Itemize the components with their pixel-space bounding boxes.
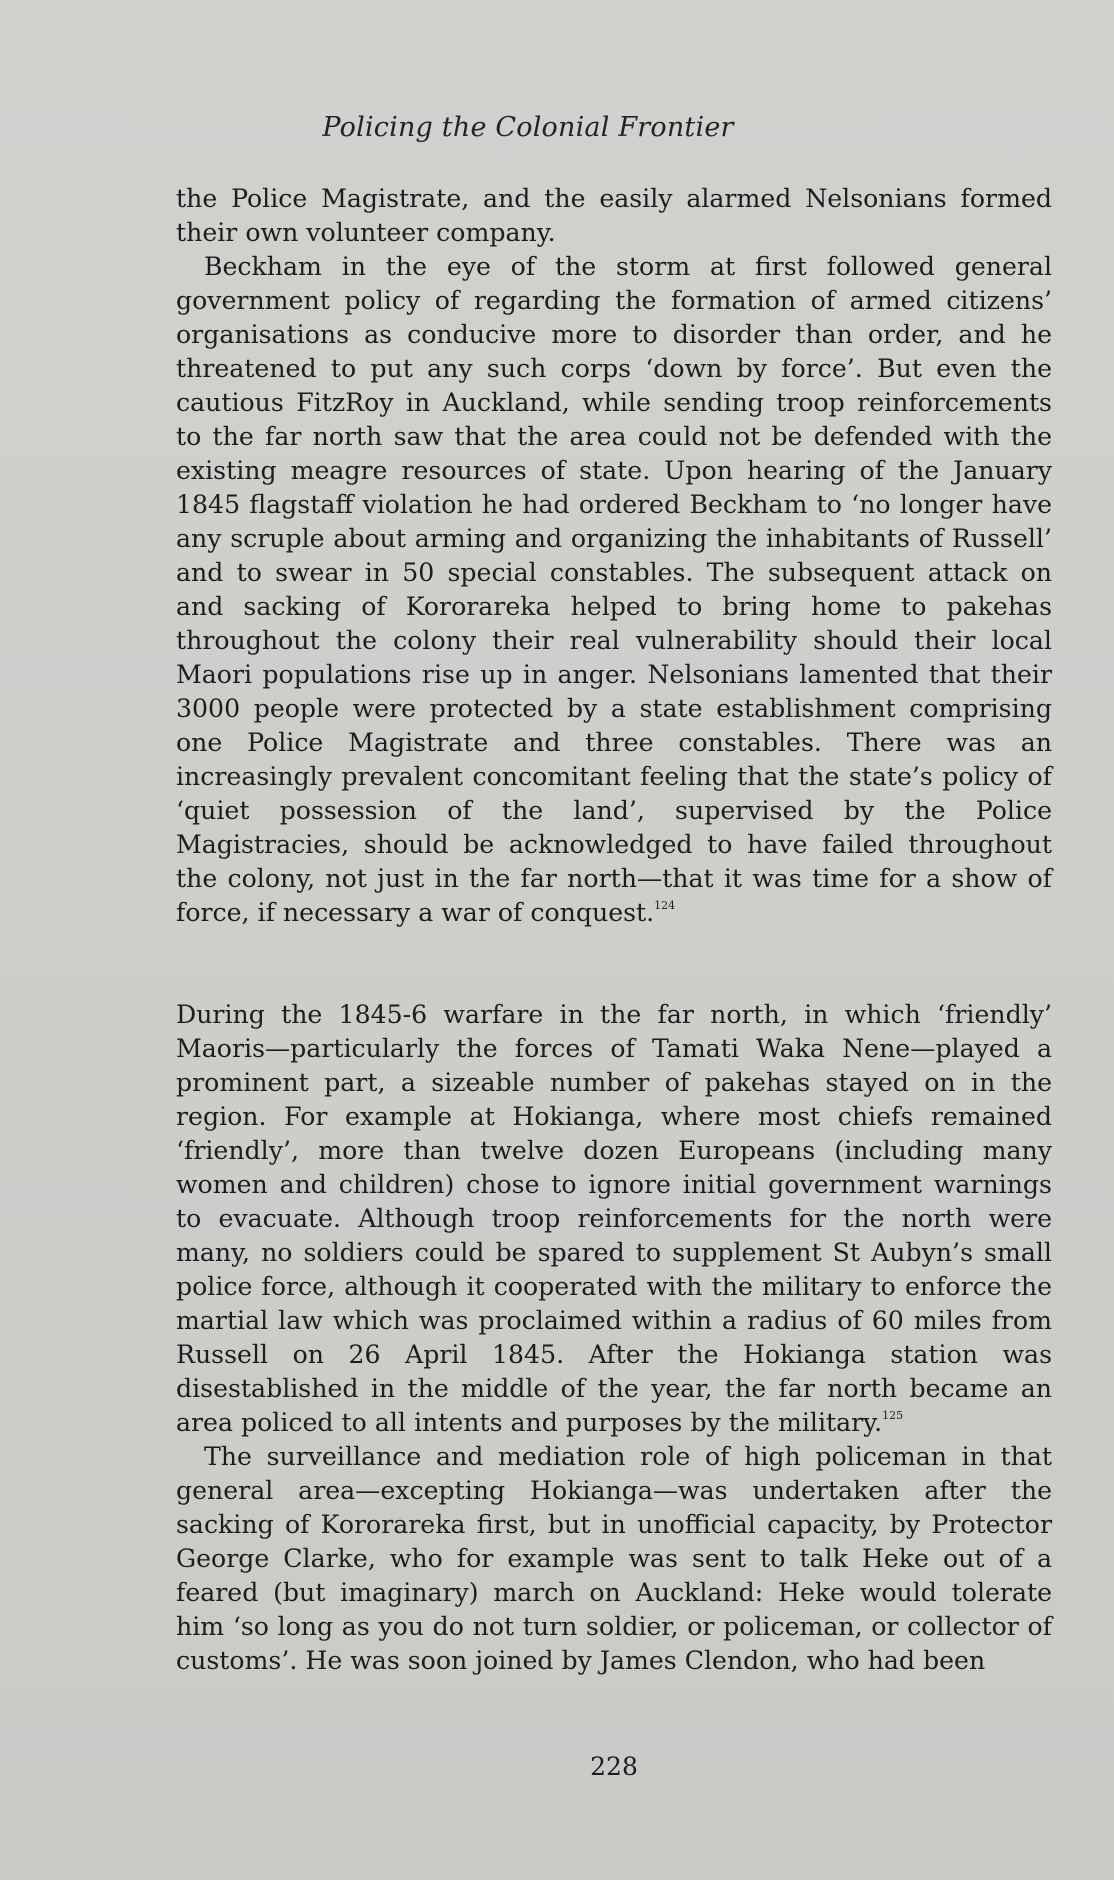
paragraph-1-text: the Police Magistrate, and the easily alarmed Nelsonians formed their own volunteer company. [176, 184, 1052, 247]
paragraph-2-text: Beckham in the eye of the storm at first followed general government policy of regarding the formation of armed citizens’ organisations as conducive more to disorder than order, and he threatened to put any such corps ‘down by force’. But even the cautious FitzRoy in Auckland, while sending troop reinforcements to the far north saw that the area could not be defended with the existing meagre resources of state. Upon hearing of the January 1845 flagstaff violation he had ordered Beckham to ‘no longer have any scruple about arming and organizing the inhabitants of Russell’ and to swear in 50 special constables. The subsequent attack on and sacking of Kororareka helped to bring home to pakehas throughout the colony their real vulnerability should their local Maori populations rise up in anger. Nelsonians lamented that their 3000 people were protected by a state establishment comprising one Police Magistrate and three constables. There was an increasingly prevalent concomitant feeling that the state’s policy of ‘quiet possession of the land’, supervised by the Police Magistracies, should be acknowledged to have failed throughout the colony, not just in the far north—that it was time for a show of force, if necessary a war of conquest. [176, 252, 1052, 927]
page-number: 228 [590, 1752, 638, 1781]
body-text [176, 182, 1052, 1678]
paragraph-1 [176, 182, 1052, 250]
paragraph-3-text: During the 1845-6 warfare in the far north, in which ‘friendly’ Maoris—particularly the forces of Tamati Waka Nene—played a prominent part, a sizeable number of pakehas stayed on in the region. For example at Hokianga, where most chiefs remained ‘friendly’, more than twelve dozen Europeans (including many women and children) chose to ignore initial government warnings to evacuate. Although troop reinforcements for the north were many, no soldiers could be spared to supplement St Aubyn’s small police force, although it cooperated with the military to enforce the martial law which was proclaimed within a radius of 60 miles from Russell on 26 April 1845. After the Hokianga station was disestablished in the middle of the year, the far north became an area policed to all intents and purposes by the military. [176, 1000, 1052, 1437]
running-head-title: Policing the Colonial Frontier [322, 112, 734, 143]
paragraph-2 [176, 250, 1052, 930]
footnote-ref-125: 125 [882, 1409, 904, 1422]
paragraph-4-text: The surveillance and mediation role of high policeman in that general area—excepting Hokianga—was undertaken after the sacking of Kororareka first, but in unofficial capacity, by Protector George Clarke, who for example was sent to talk Heke out of a feared (but imaginary) march on Auckland: Heke would tolerate him ‘so long as you do not turn soldier, or policeman, or collector of customs’. He was soon joined by James Clendon, who had been [176, 1442, 1052, 1675]
paragraph-4 [176, 1440, 1052, 1678]
footnote-ref-124: 124 [654, 899, 676, 912]
paragraph-3 [176, 998, 1052, 1440]
